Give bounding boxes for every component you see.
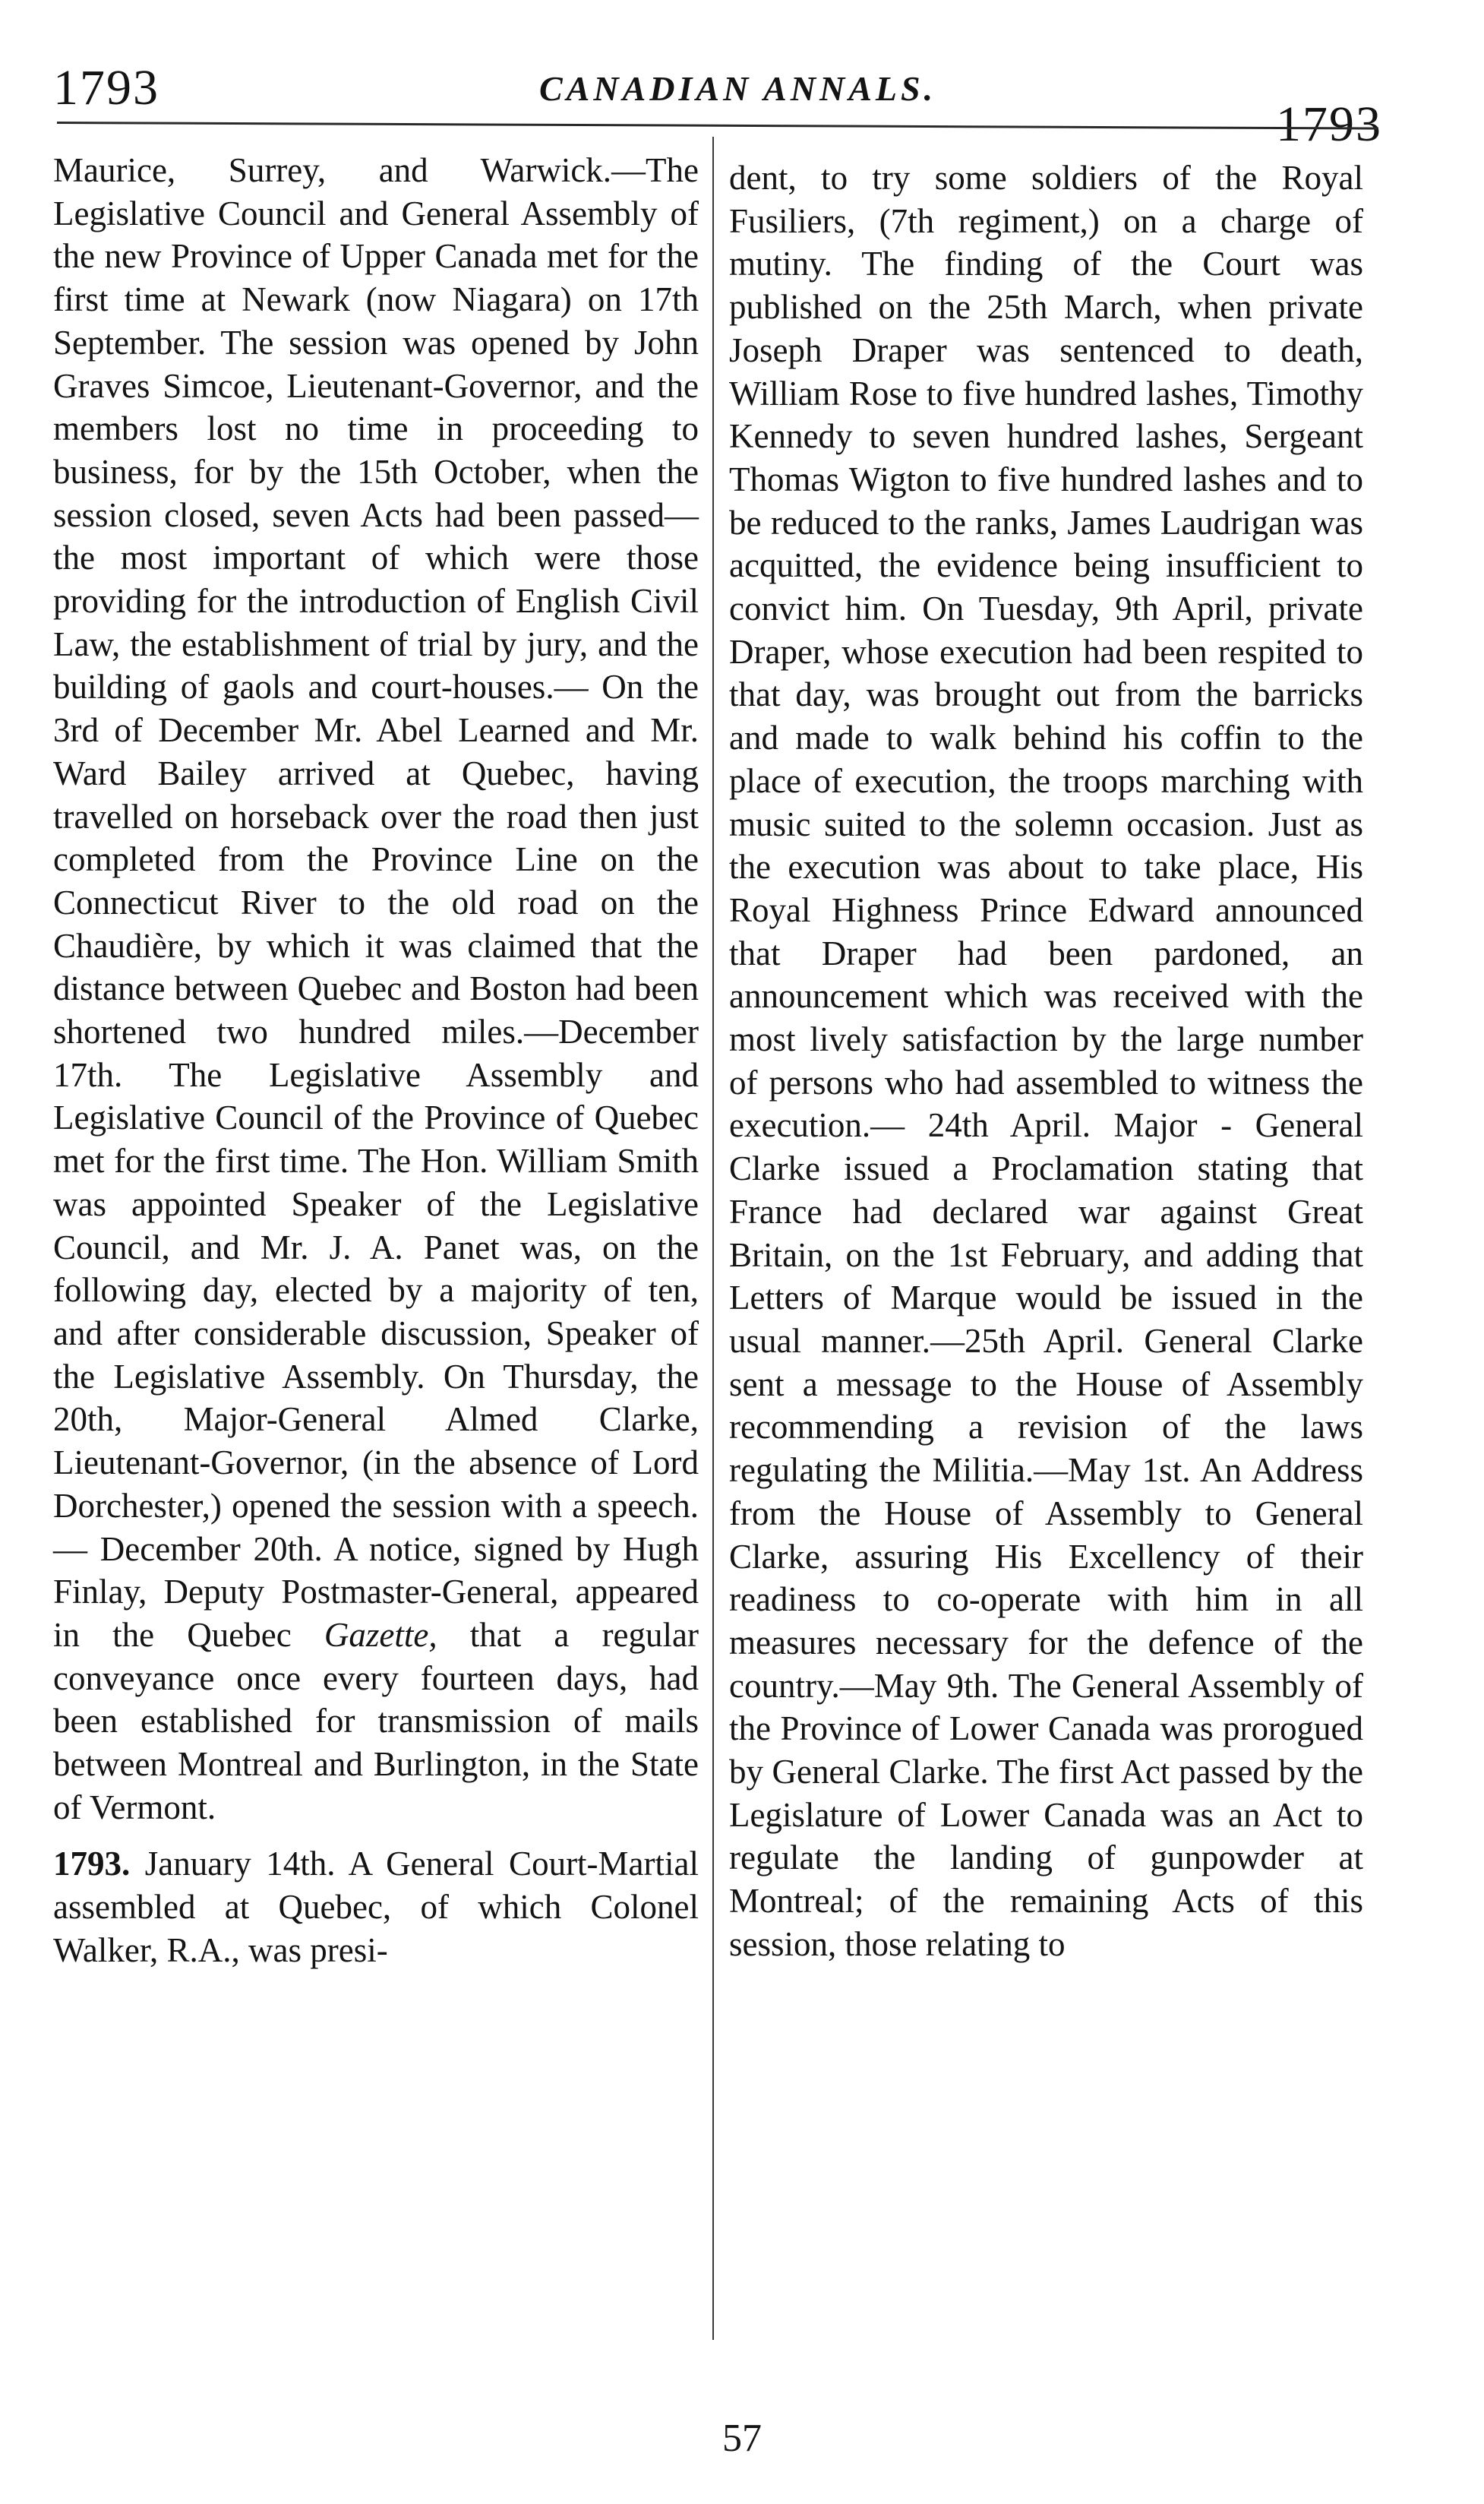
left-paragraph-1-end: that a regular conveyance once every fourteen days, had been established for transmission of mails between Montreal and Burlington, in the State of Vermont. (53, 1615, 699, 1826)
header-year-right: 1793 (1276, 96, 1382, 152)
column-divider (712, 137, 714, 2340)
page-number: 57 (722, 2417, 762, 2460)
left-paragraph-1-text: Maurice, Surrey, and Warwick.—The Legislative Council and General Assembly of the new Province of Upper Canada met for the first time at Newark (now Niagara) on 17th September. The session was opened by John Graves Simcoe, Lieutenant-Governor, and the members lost no time in proceeding to business, for by the 15th October, when the session closed, seven Acts had been passed—the most important of which were those providing for the introduction of English Civil Law, the establishment of trial by jury, and the building of gaols and court-houses.— On the 3rd of December Mr. Abel Learned and Mr. Ward Bailey arrived at Quebec, having travelled on horseback over the road then just completed from the Province Line on the Connecticut River to the old road on the Chaudière, by which it was claimed that the distance between Quebec and Boston had been shortened two hundred miles.—December 17th. The Legislative Assembly and Legislative Council of the Province of Quebec met for the first time. The Hon. William Smith was appointed Speaker of the Legislative Council, and Mr. J. A. Panet was, on the following day, elected by a majority of ten, and after considerable discussion, Speaker of the Legislative Assembly. On Thursday, the 20th, Major-General Almed Clarke, Lieutenant-Governor, (in the absence of Lord Dorchester,) opened the session with a speech.— December 20th. A notice, signed by Hugh Finlay, Deputy Postmaster-General, appeared in the Quebec (53, 151, 699, 1654)
right-column (729, 156, 1363, 1966)
header-rule (57, 122, 1378, 130)
right-paragraph: dent, to try some soldiers of the Royal Fusiliers, (7th regiment,) on a charge of mutiny. The finding of the Court was published on the 25th March, when private Joseph Draper was sentenced to death, William Rose to five hundred lashes, Timothy Kennedy to seven hundred lashes, Sergeant Thomas Wigton to five hundred lashes and to be reduced to the ranks, James Laudrigan was acquitted, the evidence being insufficient to convict him. On Tuesday, 9th April, private Draper, whose execution had been respited to that day, was brought out from the barricks and made to walk behind his coffin to the place of execution, the troops marching with music suited to the solemn occasion. Just as the execution was about to take place, His Royal Highness Prince Edward announced that Draper had been pardoned, an announcement which was received with the most lively satisfaction by the large number of persons who had assembled to witness the execution.— 24th April. Major - General Clarke issued a Proclamation stating that France had declared war against Great Britain, on the 1st February, and adding that Letters of Marque would be issued in the usual manner.—25th April. General Clarke sent a message to the House of Assembly recommending a revision of the laws regulating the Militia.—May 1st. An Address from the House of Assembly to General Clarke, assuring His Excellency of their readiness to co-operate with him in all measures necessary for the defence of the country.—May 9th. The General Assembly of the Province of Lower Canada was prorogued by General Clarke. The first Act passed by the Legislature of Lower Canada was an Act to regulate the landing of gunpowder at Montreal; of the remaining Acts of this session, those relating to (729, 159, 1363, 1963)
left-paragraph-1 (53, 149, 699, 1829)
year-lead: 1793. (53, 1845, 131, 1883)
gazette-italic: Gazette, (324, 1615, 437, 1654)
running-header (53, 59, 1382, 152)
header-year-left: 1793 (53, 60, 159, 115)
left-paragraph-2 (53, 1842, 699, 1971)
header-title: CANADIAN ANNALS. (539, 69, 937, 108)
left-column (53, 149, 699, 1972)
left-paragraph-2-text: January 14th. A General Court-Martial assembled at Quebec, of which Colonel Walker, R.A., was presi- (53, 1845, 699, 1969)
